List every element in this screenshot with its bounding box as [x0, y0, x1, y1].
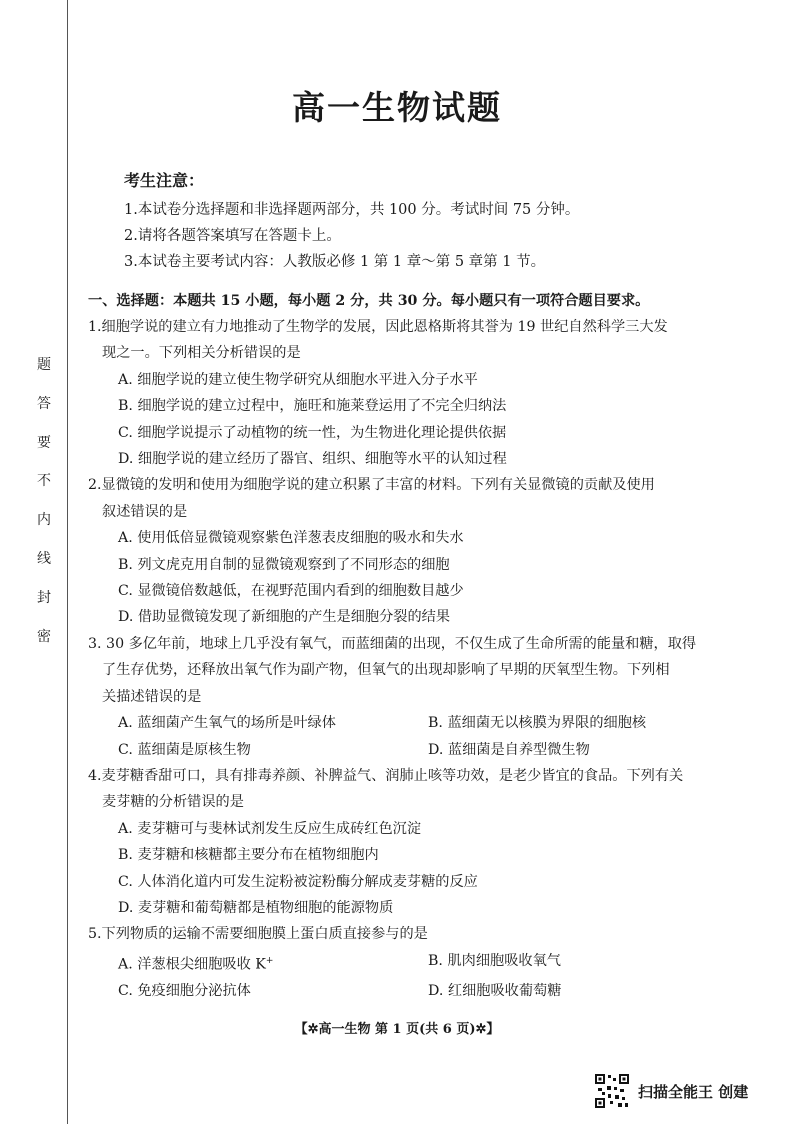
page-footer: 【✲高一生物 第 1 页(共 6 页)✲】	[294, 1022, 500, 1037]
question-stem-cont: 现之一。下列相关分析错误的是	[102, 345, 301, 362]
question-2	[88, 472, 738, 630]
notice-item: 1.本试卷分选择题和非选择题两部分，共 100 分。考试时间 75 分钟。	[124, 202, 580, 218]
question-stem-cont: 麦芽糖的分析错误的是	[102, 794, 244, 811]
question-stem-cont: 了生存优势，还释放出氧气作为副产物，但氧气的出现却影响了早期的厌氧型生物。下列相	[102, 662, 670, 679]
option-row	[88, 948, 738, 978]
notice-item: 2.请将各题答案填写在答题卡上。	[124, 228, 341, 244]
side-char: 封	[37, 589, 51, 606]
option-a: A. 细胞学说的建立使生物学研究从细胞水平进入分子水平	[118, 371, 478, 388]
option-a: A. 麦芽糖可与斐林试剂发生反应生成砖红色沉淀	[118, 820, 422, 837]
side-char: 密	[37, 628, 51, 645]
question-4	[88, 763, 738, 921]
option-c: C. 细胞学说提示了动植物的统一性，为生物进化理论提供依据	[118, 424, 507, 441]
option-c: C. 蓝细菌是原核生物	[118, 741, 251, 758]
option-row	[88, 737, 738, 763]
option-b: B. 麦芽糖和核糖都主要分布在植物细胞内	[118, 847, 379, 864]
notice-item: 3.本试卷主要考试内容：人教版必修 1 第 1 章～第 5 章第 1 节。	[124, 254, 546, 270]
side-char: 不	[37, 473, 51, 490]
question-stem-cont: 叙述错误的是	[102, 503, 188, 520]
option-row	[88, 978, 738, 1004]
seal-line-text	[30, 358, 58, 668]
option-d: D. 红细胞吸收葡萄糖	[428, 982, 562, 999]
page-title: 高一生物试题	[292, 88, 502, 127]
option-d: D. 借助显微镜发现了新细胞的产生是细胞分裂的结果	[118, 609, 451, 626]
option-row	[88, 710, 738, 736]
side-char: 要	[37, 434, 51, 451]
option-b: B. 蓝细菌无以核膜为界限的细胞核	[428, 715, 647, 732]
option-d: D. 细胞学说的建立经历了器官、组织、细胞等水平的认知过程	[118, 451, 507, 468]
question-stem: 2.显微镜的发明和使用为细胞学说的建立积累了丰富的材料。下列有关显微镜的贡献及使用	[88, 477, 655, 494]
side-char: 内	[37, 512, 51, 529]
question-stem: 4.麦芽糖香甜可口，具有排毒养颜、补脾益气、润肺止咳等功效，是老少皆宜的食品。下列有关	[88, 767, 684, 784]
option-c: C. 显微镜倍数越低，在视野范围内看到的细胞数目越少	[118, 583, 464, 600]
notice-heading: 考生注意：	[124, 171, 205, 190]
side-char: 题	[37, 357, 51, 373]
option-a: A. 使用低倍显微镜观察紫色洋葱表皮细胞的吸水和失水	[118, 530, 464, 547]
question-1	[88, 314, 738, 472]
binding-line	[67, 0, 68, 1124]
option-b: B. 细胞学说的建立过程中，施旺和施莱登运用了不完全归纳法	[118, 398, 507, 415]
question-5	[88, 921, 738, 1004]
option-c: C. 免疫细胞分泌抗体	[118, 982, 251, 999]
exam-notice	[124, 168, 579, 275]
question-stem: 3. 30 多亿年前，地球上几乎没有氧气，而蓝细菌的出现，不仅生成了生命所需的能量和糖，取得	[88, 635, 697, 652]
option-d: D. 蓝细菌是自养型微生物	[428, 741, 590, 758]
superscript-plus: +	[265, 955, 274, 966]
question-stem: 1.细胞学说的建立有力地推动了生物学的发展，因此恩格斯将其誉为 19 世纪自然科学三大发	[88, 319, 668, 335]
side-char: 线	[37, 550, 51, 567]
option-c: C. 人体消化道内可发生淀粉被淀粉酶分解成麦芽糖的反应	[118, 873, 478, 890]
stamp-label: 扫描全能王 创建	[638, 1082, 749, 1101]
question-3	[88, 631, 738, 763]
option-a	[118, 948, 428, 978]
question-stem-cont: 关描述错误的是	[102, 688, 202, 705]
questions-section	[88, 288, 738, 1004]
question-stem: 5.下列物质的运输不需要细胞膜上蛋白质直接参与的是	[88, 926, 428, 943]
option-b: B. 列文虎克用自制的显微镜观察到了不同形态的细胞	[118, 556, 450, 573]
option-a: A. 蓝细菌产生氧气的场所是叶绿体	[118, 715, 336, 732]
option-d: D. 麦芽糖和葡萄糖都是植物细胞的能源物质	[118, 899, 394, 916]
side-char: 答	[37, 395, 51, 412]
option-b: B. 肌肉细胞吸收氧气	[428, 952, 561, 969]
option-a-text: A. 洋葱根尖细胞吸收 K	[118, 956, 266, 973]
section-heading: 一、选择题：本题共 15 小题，每小题 2 分，共 30 分。每小题只有一项符合题目要求。	[88, 293, 650, 309]
scanner-stamp	[594, 1073, 748, 1109]
qr-code-icon	[594, 1073, 630, 1109]
